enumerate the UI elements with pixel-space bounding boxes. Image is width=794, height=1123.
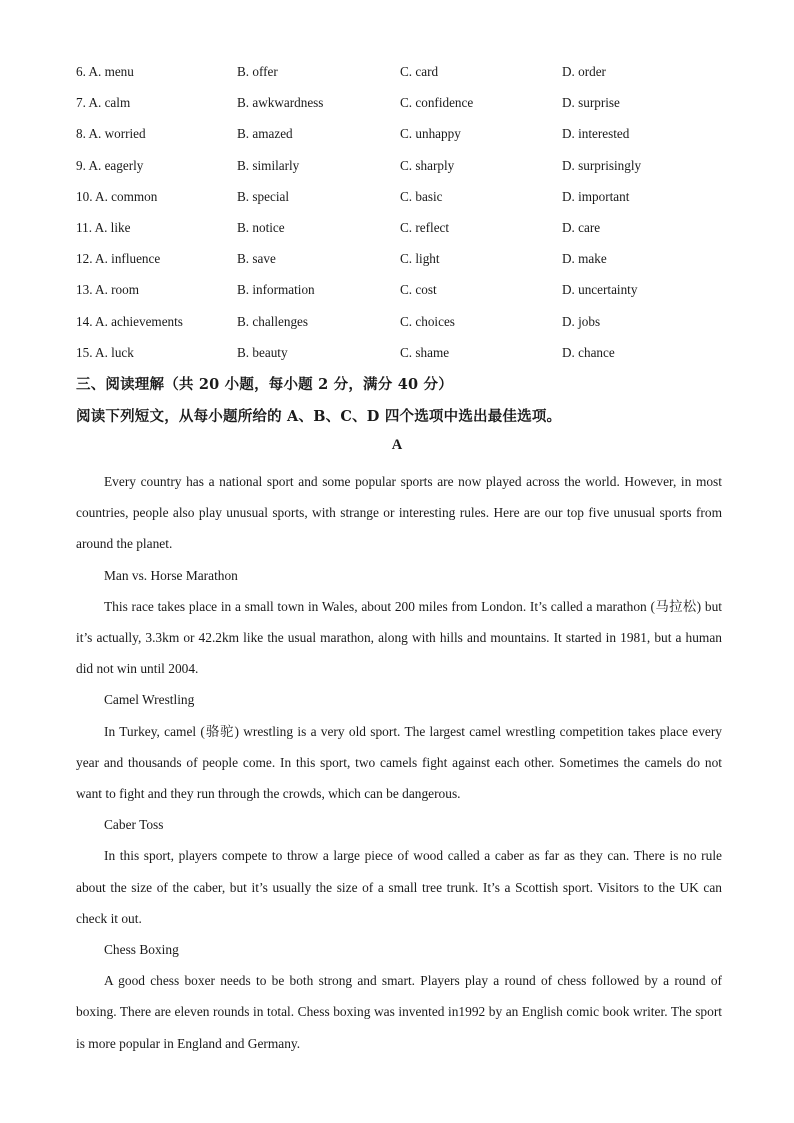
option-a: 9. A. eagerly	[76, 157, 144, 173]
section-heading: Camel Wrestling	[104, 692, 195, 708]
option-c: C. light	[400, 251, 440, 267]
option-b: B. challenges	[237, 313, 309, 329]
option-d: D. surprise	[562, 95, 620, 111]
option-row-9	[76, 154, 726, 185]
option-b: B. beauty	[237, 344, 288, 360]
option-a: 15. A. luck	[76, 344, 134, 360]
option-row-12	[76, 247, 726, 278]
option-c: C. reflect	[400, 219, 450, 235]
section-heading: Caber Toss	[104, 817, 164, 833]
option-d: D. order	[562, 64, 606, 79]
option-row-11	[76, 216, 726, 247]
section-heading: Chess Boxing	[104, 942, 179, 958]
option-c: C. cost	[400, 282, 437, 298]
option-d: D. surprisingly	[562, 157, 642, 173]
option-a: 12. A. influence	[76, 251, 161, 267]
option-a: 6. A. menu	[76, 64, 134, 79]
section-heading: Man vs. Horse Marathon	[104, 567, 238, 583]
answer-options-table	[76, 60, 726, 372]
option-c: C. choices	[400, 313, 455, 329]
passage-label: A	[391, 437, 403, 453]
passage-body	[76, 466, 722, 1059]
section-paragraph: This race takes place in a small town in Wales, about 200 miles from London. It’s called a marathon (马拉松) but it’s actually, 3.3km or 42.2km like the usual marathon, along with hills and mountains. It started in 1981, but a human did not win until 2004.	[76, 598, 722, 677]
section-instruction: 阅读下列短文，从每小题所给的 A、B、C、D 四个选项中选出最佳选项。	[76, 408, 562, 425]
option-a: 7. A. calm	[76, 95, 131, 111]
section-paragraph: In Turkey, camel (骆驼) wrestling is a very old sport. The largest camel wrestling competition takes place every year and thousands of people come. In this sport, two camels fight against each other. Sometimes the camels do not want to fight and they run through the crowds, which can be dangerous.	[76, 723, 722, 802]
option-d: D. interested	[562, 126, 630, 142]
option-row-14	[76, 310, 726, 341]
option-d: D. uncertainty	[562, 282, 638, 298]
option-row-13	[76, 278, 726, 309]
option-c: C. unhappy	[400, 126, 461, 142]
option-b: B. information	[237, 282, 315, 298]
option-row-10	[76, 185, 726, 216]
option-b: B. special	[237, 188, 290, 204]
option-row-8	[76, 122, 726, 153]
option-a: 8. A. worried	[76, 126, 146, 142]
option-c: C. shame	[400, 344, 450, 360]
option-b: B. save	[237, 251, 276, 267]
option-d: D. make	[562, 251, 607, 267]
section-title: 三、阅读理解（共 20 小题，每小题 2 分，满分 40 分）	[76, 376, 453, 393]
option-a: 13. A. room	[76, 282, 140, 298]
option-b: B. amazed	[237, 126, 293, 142]
option-d: D. care	[562, 219, 601, 235]
option-row-15	[76, 341, 726, 372]
option-a: 14. A. achievements	[76, 313, 183, 329]
section-paragraph: In this sport, players compete to throw a large piece of wood called a caber as far as they can. There is no rule about the size of the caber, but it’s usually the size of a small tree trunk. It’s a Scottish sport. Visitors to the UK can check it out.	[76, 848, 722, 926]
passage-intro: Every country has a national sport and some popular sports are now played across the world. However, in most countries, people also play unusual sports, with strange or interesting rules. Here are our top five unusual sports from around the planet.	[76, 474, 722, 552]
option-c: C. sharply	[400, 157, 455, 173]
option-b: B. notice	[237, 219, 285, 235]
option-b: B. offer	[237, 64, 278, 79]
section-paragraph: A good chess boxer needs to be both strong and smart. Players play a round of chess followed by a round of boxing. There are eleven rounds in total. Chess boxing was invented in1992 by an English comic book writer. The sport is more popular in England and Germany.	[76, 973, 722, 1051]
option-a: 10. A. common	[76, 188, 158, 204]
option-row-6	[76, 60, 726, 91]
option-c: C. confidence	[400, 95, 474, 111]
option-d: D. important	[562, 188, 630, 204]
option-row-7	[76, 91, 726, 122]
option-b: B. awkwardness	[237, 95, 324, 111]
option-d: D. chance	[562, 344, 615, 360]
option-a: 11. A. like	[76, 219, 131, 235]
option-c: C. card	[400, 64, 439, 79]
option-c: C. basic	[400, 188, 443, 204]
option-b: B. similarly	[237, 157, 300, 173]
option-d: D. jobs	[562, 313, 601, 329]
